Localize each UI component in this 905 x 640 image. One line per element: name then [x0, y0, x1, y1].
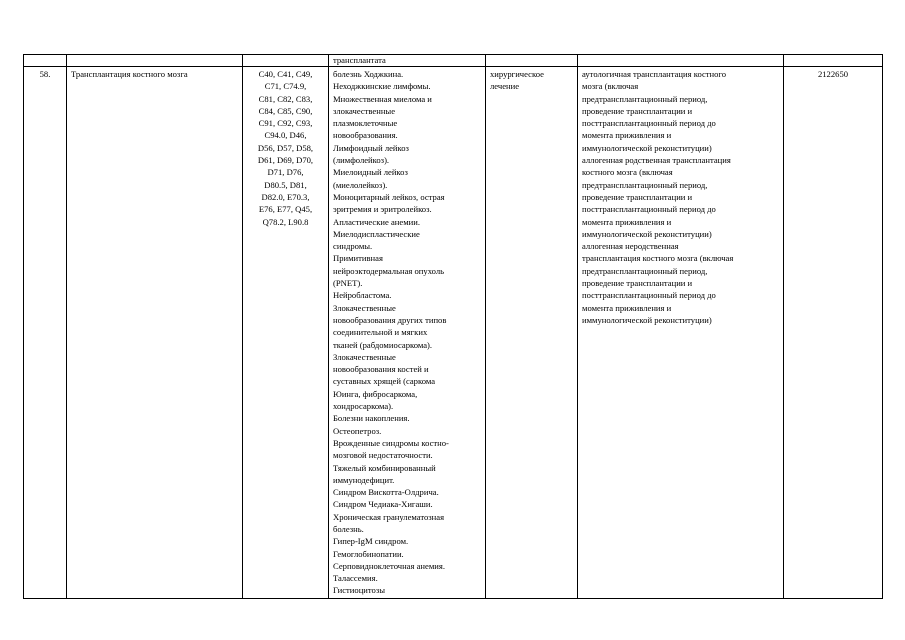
icd-code-line: D71, D76,	[267, 167, 304, 178]
treatment-type-cell	[486, 67, 578, 599]
diagnosis-line: Синдром Чедиака-Хигаши.	[333, 499, 433, 510]
diagnosis-line: Множественная миелома и	[333, 93, 432, 104]
diagnosis-line: мозговой недостаточности.	[333, 450, 433, 461]
diagnosis-line: хондросаркома).	[333, 401, 394, 412]
diagnosis-line: Злокачественные	[333, 351, 396, 362]
diagnosis-line: суставных хрящей (саркома	[333, 376, 436, 387]
diagnosis-line: Болезни накопления.	[333, 413, 410, 424]
icd-code-line: C81, C82, C83,	[258, 93, 313, 104]
row-number: 58.	[24, 67, 67, 599]
method-line: момента приживления и	[582, 302, 672, 313]
diagnosis-line: Миелодиспластические	[333, 228, 420, 239]
icd-code-line: D56, D57, D58,	[257, 142, 314, 153]
diagnosis-line: соединительной и мягких	[333, 327, 428, 338]
procedure-name: Трансплантация костного мозга	[67, 67, 243, 599]
method-line: иммунологической реконституции)	[582, 314, 712, 325]
diagnosis-line: Хроническая гранулематозная	[333, 511, 445, 522]
icd-code-line: C84, C85, C90,	[258, 105, 313, 116]
treatment-type-line: лечение	[490, 81, 520, 92]
diagnosis-line: злокачественные	[333, 105, 396, 116]
diagnosis-line: (лимфолейкоз).	[333, 155, 390, 166]
diagnosis-line: Злокачественные	[333, 302, 396, 313]
diagnosis-line: Лимфоидный лейкоз	[333, 142, 409, 153]
diagnosis-line: нейроэктодермальная опухоль	[333, 265, 445, 276]
diagnosis-line: Нейробластома.	[333, 290, 392, 301]
cell-number-continued	[24, 55, 67, 67]
method-line: аллогенная родственная трансплантация	[582, 155, 731, 166]
diagnosis-line: Талассемия.	[333, 573, 378, 584]
cell-patient-model-continued: трансплантата	[329, 55, 486, 67]
method-line: иммунологической реконституции)	[582, 228, 712, 239]
method-line: посттрансплантационный период до	[582, 290, 716, 301]
diagnosis-line: Синдром Вискотта-Олдрича.	[333, 487, 439, 498]
patient-model-cell	[329, 67, 486, 599]
continued-row	[24, 55, 883, 67]
method-line: иммунологической реконституции)	[582, 142, 712, 153]
method-line: посттрансплантационный период до	[582, 118, 716, 129]
icd-code-line: D82.0, E70.3,	[261, 191, 310, 202]
method-line: трансплантация костного мозга (включая	[582, 253, 734, 264]
treatment-type-line: хирургическое	[490, 69, 544, 79]
icd-code-line: C40, C41, C49,	[258, 69, 313, 79]
cell-cost-continued	[784, 55, 883, 67]
diagnosis-line: Моноцитарный лейкоз, острая	[333, 191, 445, 202]
icd-code-line: C91, C92, C93,	[258, 118, 313, 129]
method-line: момента приживления и	[582, 130, 672, 141]
diagnosis-line: Примитивная	[333, 253, 383, 264]
method-cell	[578, 67, 784, 599]
method-line: мозга (включая	[582, 81, 639, 92]
diagnosis-line: эритремия и эритролейкоз.	[333, 204, 432, 215]
procedures-table	[23, 54, 883, 599]
diagnosis-line: Неходжкинские лимфомы.	[333, 81, 431, 92]
diagnosis-line: Гистиоцитозы	[333, 585, 386, 596]
cell-treatment-continued	[486, 55, 578, 67]
icd-codes-cell	[243, 67, 329, 599]
method-line: проведение трансплантации и	[582, 278, 693, 289]
diagnosis-line: плазмоклеточные	[333, 118, 398, 129]
method-line: аллогенная неродственная	[582, 241, 679, 252]
diagnosis-line: болезнь.	[333, 523, 364, 534]
diagnosis-line: тканей (рабдомиосаркома).	[333, 339, 433, 350]
method-line: предтрансплантационный период,	[582, 265, 708, 276]
method-line: посттрансплантационный период до	[582, 204, 716, 215]
table-row	[24, 67, 883, 599]
icd-code-line: C94.0, D46,	[264, 130, 307, 141]
icd-code-line: Q78.2, L90.8	[262, 216, 309, 227]
icd-code-line: E76, E77, Q45,	[258, 204, 313, 215]
icd-code-line: C71, C74.9,	[264, 81, 307, 92]
diagnosis-line: новообразования.	[333, 130, 398, 141]
diagnosis-line: Миелоидный лейкоз	[333, 167, 408, 178]
cell-codes-continued	[243, 55, 329, 67]
icd-code-line: D80.5, D81,	[264, 179, 307, 190]
cell-name-continued	[67, 55, 243, 67]
diagnosis-line: синдромы.	[333, 241, 373, 252]
method-line: предтрансплантационный период,	[582, 93, 708, 104]
cell-method-continued	[578, 55, 784, 67]
cost-cell: 2122650	[784, 67, 883, 599]
diagnosis-line: Врожденные синдромы костно-	[333, 437, 449, 448]
diagnosis-line: новообразования других типов	[333, 314, 447, 325]
diagnosis-line: иммунодефицит.	[333, 474, 395, 485]
method-line: проведение трансплантации и	[582, 105, 693, 116]
diagnosis-line: Гипер-IgM синдром.	[333, 536, 409, 547]
method-line: проведение трансплантации и	[582, 191, 693, 202]
diagnosis-line: новообразования костей и	[333, 364, 429, 375]
diagnosis-line: болезнь Ходжкина.	[333, 69, 404, 79]
method-line: аутологичная трансплантация костного	[582, 69, 727, 79]
icd-code-line: D61, D69, D70,	[257, 155, 314, 166]
method-line: момента приживления и	[582, 216, 672, 227]
diagnosis-line: Тяжелый комбинированный	[333, 462, 436, 473]
diagnosis-line: (PNET).	[333, 278, 363, 289]
diagnosis-line: Серповидноклеточная анемия.	[333, 560, 445, 571]
method-line: костного мозга (включая	[582, 167, 673, 178]
diagnosis-line: Гемоглобинопатии.	[333, 548, 404, 559]
diagnosis-line: (миелолейкоз).	[333, 179, 388, 190]
diagnosis-line: Апластические анемии.	[333, 216, 420, 227]
diagnosis-line: Остеопетроз.	[333, 425, 382, 436]
method-line: предтрансплантационный период,	[582, 179, 708, 190]
diagnosis-line: Юинга, фибросаркома,	[333, 388, 418, 399]
